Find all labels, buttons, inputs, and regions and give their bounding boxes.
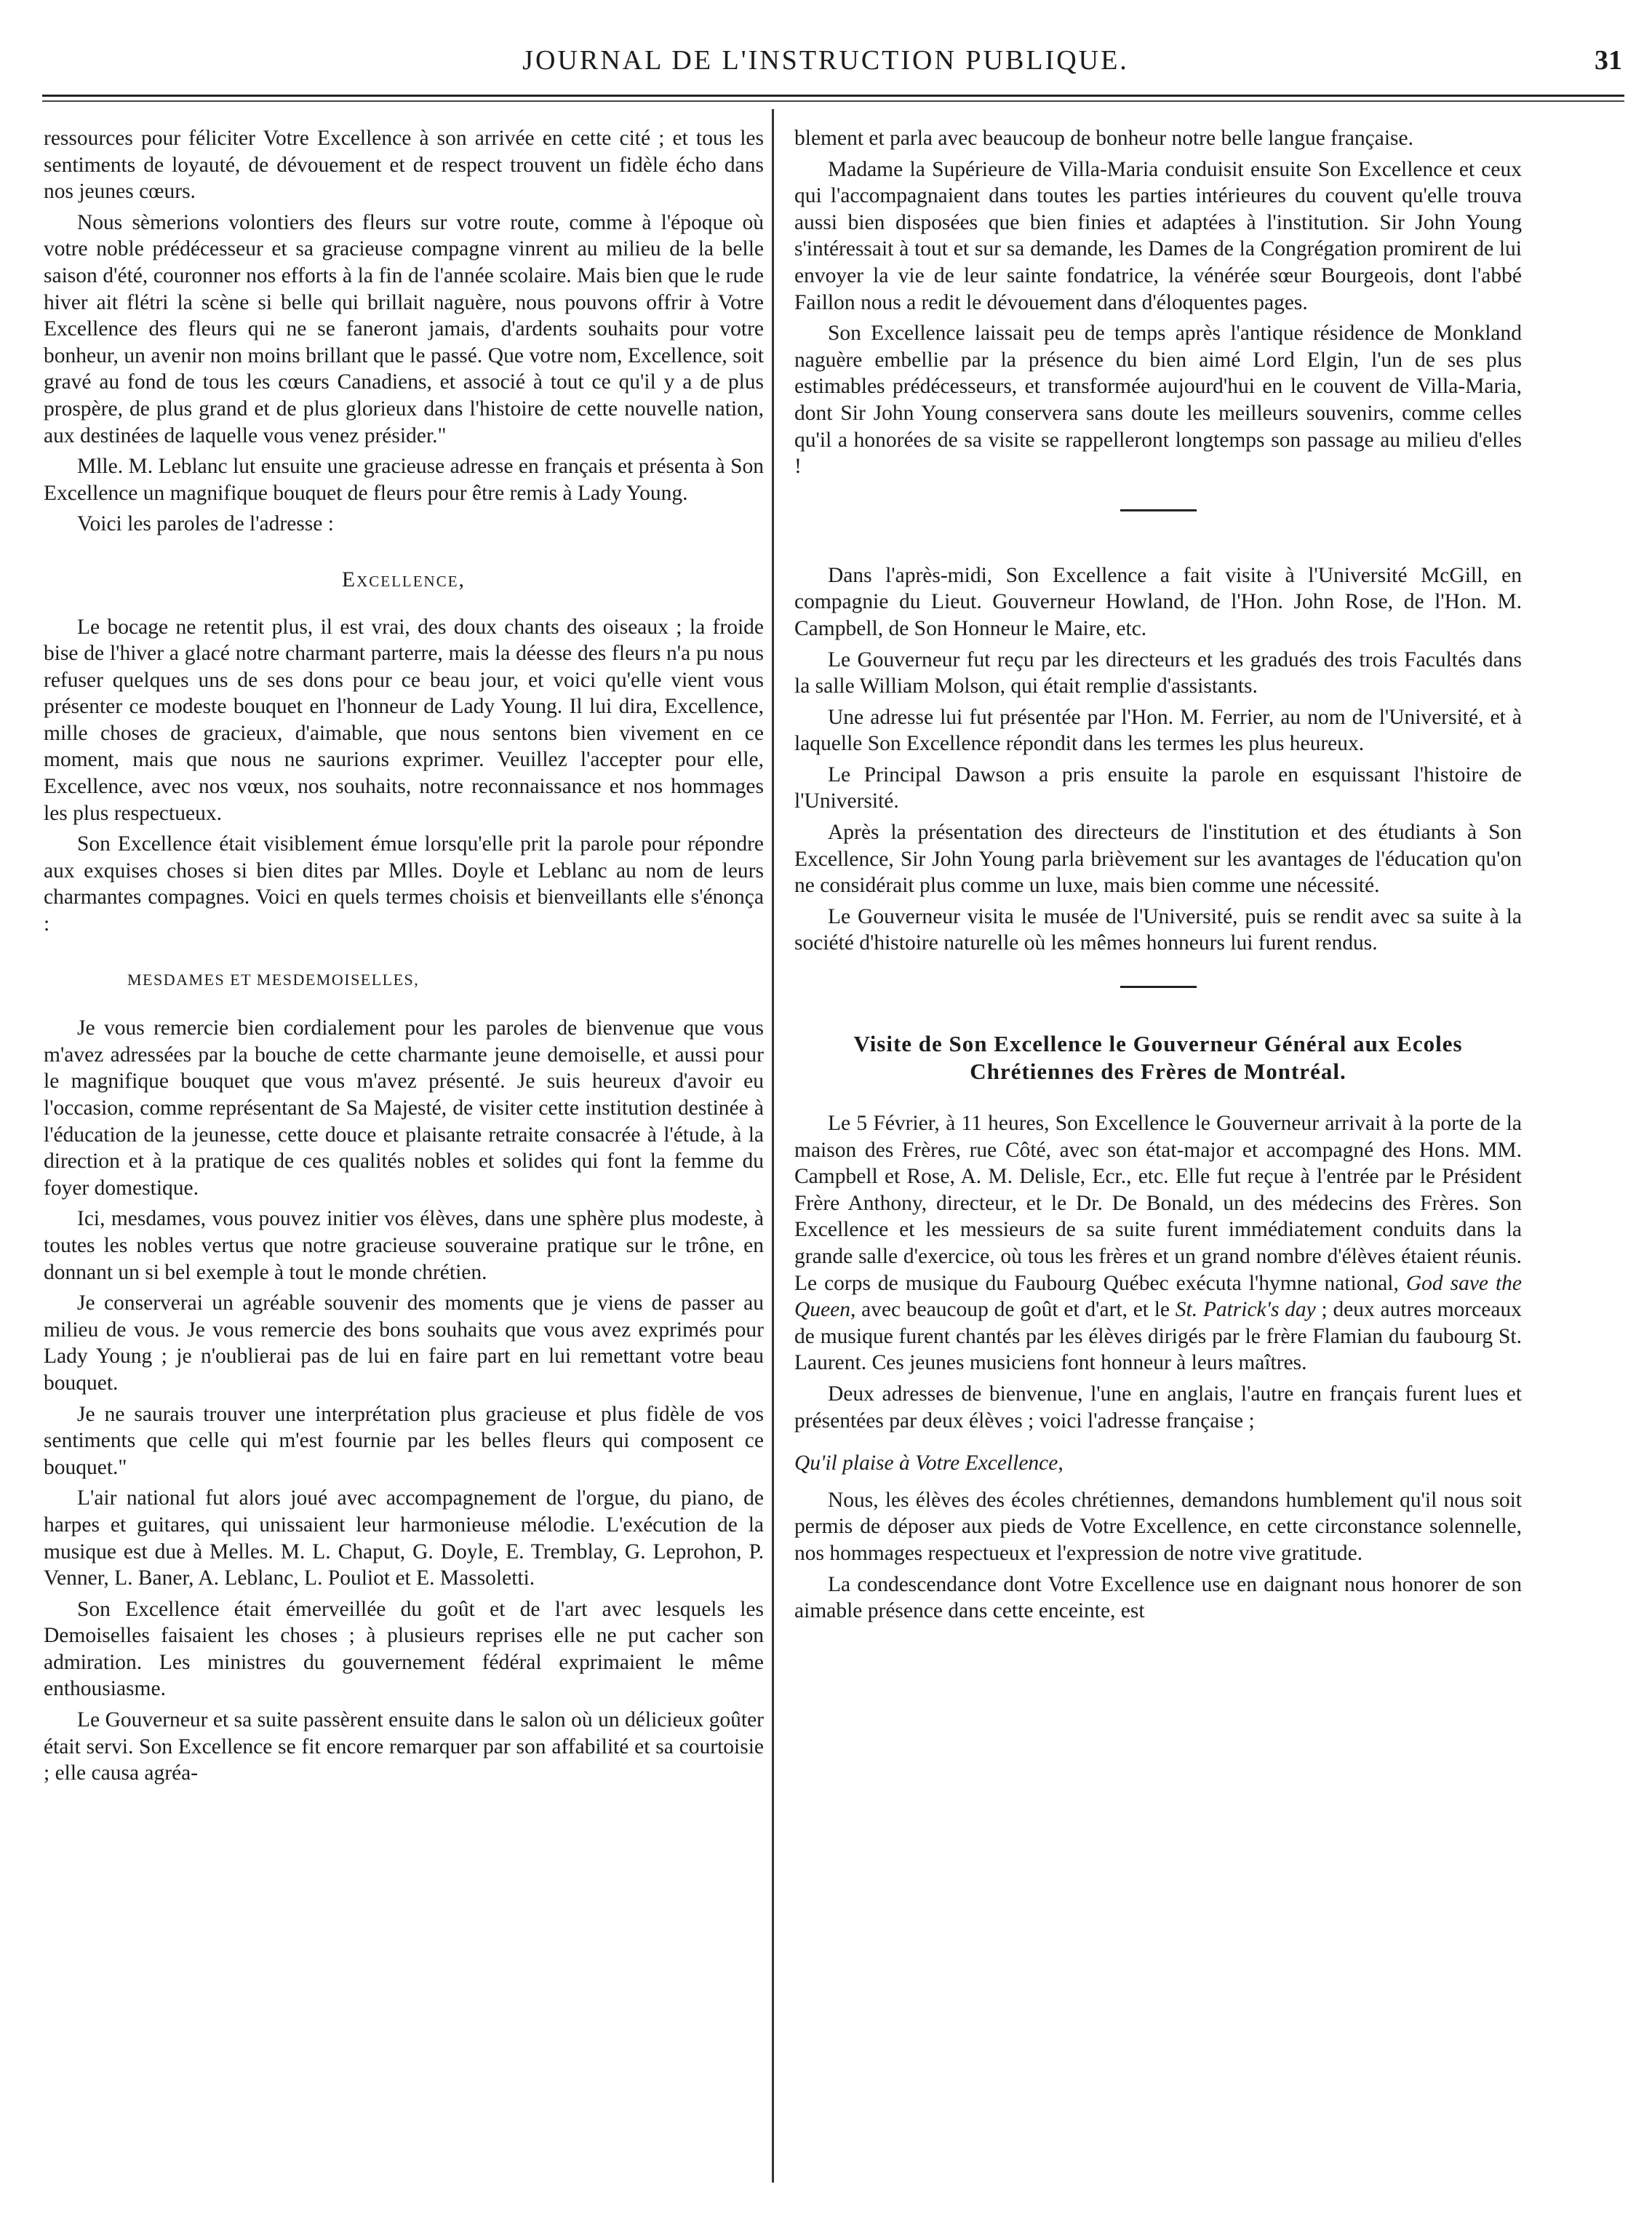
header-rule (42, 100, 1624, 102)
paragraph: Le Principal Dawson a pris ensuite la parole en esquissant l'histoire de l'Université. (794, 762, 1522, 813)
paragraph: Après la présentation des directeurs de l'institution et des étudiants à Son Excellence, Sir John Young parla brièvement sur les avantages de l'éducation qu'on ne considérait plus comme un luxe, mais bien comme une nécessité. (794, 821, 1522, 898)
paragraph: Je conserverai un agréable souvenir des moments que je viens de passer au milieu de vous. Je vous remercie des bons souhaits que vous avez exprimés pour Lady Young ; je n'oublierai pas de lui en faire part en lui remettant votre beau bouquet. (44, 1291, 764, 1395)
paragraph: Une adresse lui fut présentée par l'Hon. M. Ferrier, au nom de l'Université, et à laquelle Son Excellence répondit dans les termes les plus heureux. (794, 705, 1522, 756)
song-title: St. Patrick's day (1175, 1298, 1316, 1322)
paragraph: La condescendance dont Votre Excellence use en daignant nous honorer de son aimable présence dans cette enceinte, est (794, 1572, 1522, 1623)
address-salutation: Qu'il plaise à Votre Excellence, (794, 1451, 1064, 1475)
left-column (44, 125, 764, 1791)
paragraph: ressources pour féliciter Votre Excellence à son arrivée en cette cité ; et tous les sentiments de loyauté, de dévouement et de respect trouvent un fidèle écho dans nos jeunes cœurs. (44, 127, 764, 204)
page-number: 31 (1595, 45, 1622, 76)
paragraph: Son Excellence était visiblement émue lorsqu'elle prit la parole pour répondre aux exquises choses si bien dites par Mlles. Doyle et Leblanc au nom de leurs charmantes compagnes. Voici en quels termes choisis et bienveillants elle s'énonça : (44, 832, 764, 936)
paragraph: Je ne saurais trouver une interprétation plus gracieuse et plus fidèle de vos sentiments que celle qui m'est fournie par les belles fleurs qui composent ce bouquet." (44, 1402, 764, 1479)
paragraph: Le bocage ne retentit plus, il est vrai, des doux chants des oiseaux ; la froide bise de l'hiver a glacé notre charmant parterre, mais la déesse des fleurs n'a pu nous refuser quelques uns de ses dons pour ce beau jour, et voici qu'elle vient vous présenter ce modeste bouquet en l'honneur de Lady Young. Il lui dira, Excellence, mille choses de gracieux, d'aimable, que nous sentons bien vivement en ce moment, mais que nous ne saurions exprimer. Veuillez l'accepter pour elle, Excellence, avec nos vœux, nos souhaits, notre reconnaissance et nos hommages les plus respectueux. (44, 615, 764, 825)
paragraph: Nous sèmerions volontiers des fleurs sur votre route, comme à l'époque où votre noble prédécesseur et sa gracieuse compagne vinrent au milieu de la belle saison d'été, couronner nos efforts à la fin de l'année scolaire. Mais bien que le rude hiver ait flétri la scène si belle qui brillait naguère, nous pouvons offrir à Votre Excellence des fleurs qui ne se faneront jamais, d'ardents souhaits pour votre bonheur, un avenir non moins brillant que le passé. Que votre nom, Excellence, soit gravé au fond de tous les cœurs Canadiens, et associé à tout ce qu'il y a de plus prospère, de plus grand et de plus glorieux dans l'histoire de cette nouvelle nation, aux destinées de laquelle vous venez présider." (44, 210, 764, 447)
paragraph: Nous, les élèves des écoles chrétiennes, demandons humblement qu'il nous soit permis de déposer aux pieds de Votre Excellence, en cette circonstance solennelle, nos hommages respectueux et l'expression de notre vive gratitude. (794, 1488, 1522, 1565)
paragraph: Son Excellence laissait peu de temps après l'antique résidence de Monkland naguère embellie par la présence du bien aimé Lord Elgin, l'un de ses plus estimables prédécesseurs, et transformée aujourd'hui en le couvent de Villa-Maria, dont Sir John Young conservera sans doute les meilleurs souvenirs, comme celles qu'il a honorées de sa visite se rappelleront longtemps son passage au milieu d'elles ! (794, 322, 1522, 479)
text-run: , avec beaucoup de goût et d'art, et le (850, 1298, 1176, 1322)
right-column (794, 125, 1522, 1629)
address-salutation: MESDAMES ET MESDEMOISELLES, (127, 970, 420, 989)
paragraph: blement et parla avec beaucoup de bonheur notre belle langue française. (794, 127, 1413, 150)
article-title: Visite de Son Excellence le Gouverneur Général aux Ecoles Chrétiennes des Frères de Montréal. (853, 1031, 1463, 1085)
header-rule (42, 95, 1624, 97)
paragraph: L'air national fut alors joué avec accompagnement de l'orgue, du piano, de harpes et guitares, qui unissaient leur harmonieuse mélodie. L'exécution de la musique est due à Melles. M. L. Chaput, G. Doyle, E. Tremblay, G. Leprohon, P. Venner, L. Baner, A. Leblanc, L. Pouliot et E. Massoletti. (44, 1486, 764, 1590)
paragraph: Le Gouverneur fut reçu par les directeurs et les gradués des trois Facultés dans la salle William Molson, qui était remplie d'assistants. (794, 648, 1522, 698)
paragraph: Je vous remercie bien cordialement pour les paroles de bienvenue que vous m'avez adressées par la bouche de cette charmante jeune demoiselle, et aussi pour le magnifique bouquet que vous m'avez présenté. Je suis heureux d'avoir eu l'occasion, comme représentant de Sa Majesté, de visiter cette institution destinée à l'éducation de la jeunesse, cette douce et plaisante retraite consacrée à l'étude, à la direction et à la pratique de ces qualités nobles et solides qui font la femme du foyer domestique. (44, 1016, 764, 1200)
paragraph: Son Excellence était émerveillée du goût et de l'art avec lesquels les Demoiselles faisaient les choses ; à plusieurs reprises elle ne put cacher son admiration. Les ministres du gouvernement fédéral exprimaient le même enthousiasme. (44, 1597, 764, 1701)
running-head (29, 42, 1622, 79)
paragraph: Dans l'après-midi, Son Excellence a fait visite à l'Université McGill, en compagnie du Lieut. Gouverneur Howland, de l'Hon. John Rose, de l'Hon. M. Campbell, de Son Honneur le Maire, etc. (794, 563, 1522, 640)
section-rule (1120, 509, 1197, 511)
paragraph: Deux adresses de bienvenue, l'une en anglais, l'autre en français furent lues et présentées par deux élèves ; voici l'adresse française ; (794, 1382, 1522, 1433)
paragraph: Ici, mesdames, vous pouvez initier vos élèves, dans une sphère plus modeste, à toutes les nobles vertus que notre gracieuse souveraine pratique sur le trône, en donnant un si bel exemple à tout le monde chrétien. (44, 1207, 764, 1284)
paragraph: Voici les paroles de l'adresse : (77, 512, 334, 536)
text-run: Le 5 Février, à 11 heures, Son Excellence le Gouverneur arrivait à la porte de la maison des Frères, rue Côté, avec son état-major et accompagné des Hons. MM. Campbell et Rose, A. M. Delisle, Ecr., etc. Elle fut reçue à l'entrée par le Président Frère Anthony, directeur, et le Dr. De Bonald, un des médecins des Frères. Son Excellence et les messieurs de sa suite furent immédiatement conduits dans la grande salle d'exercice, où tous les frères et un grand nombre d'élèves étaient réunis. Le corps de musique du Faubourg Québec exécuta l'hymne national, (794, 1112, 1522, 1295)
text-run: ; deux autres morceaux de musique furent chantés par les élèves dirigés par le frère Flamian du faubourg St. Laurent. Ces jeunes musiciens font honneur à leurs maîtres. (794, 1298, 1522, 1375)
address-salutation: Excellence, (342, 567, 466, 591)
column-divider (772, 109, 774, 2183)
section-rule (1120, 986, 1197, 988)
paragraph: Le Gouverneur et sa suite passèrent ensuite dans le salon où un délicieux goûter était servi. Son Excellence se fit encore remarquer par son affabilité et sa courtoisie ; elle causa agréa- (44, 1708, 764, 1785)
paragraph: Mlle. M. Leblanc lut ensuite une gracieuse adresse en français et présenta à Son Excellence un magnifique bouquet de fleurs pour être remis à Lady Young. (44, 455, 764, 505)
journal-title: JOURNAL DE L'INSTRUCTION PUBLIQUE. (522, 45, 1129, 76)
song-title: God save the Queen (794, 1271, 1523, 1322)
paragraph (794, 1110, 1522, 1377)
paragraph: Madame la Supérieure de Villa-Maria conduisit ensuite Son Excellence et ceux qui l'accompagnaient dans toutes les parties intérieures du couvent qu'elle trouva aussi bien disposées que bien finies et adaptées à l'institution. Sir John Young s'intéressait à tout et sur sa demande, les Dames de la Congrégation promirent de lui envoyer la vie de leur sainte fondatrice, la vénérée sœur Bourgeois, dont l'abbé Faillon nous a redit le dévouement dans d'éloquentes pages. (794, 157, 1522, 314)
paragraph: Le Gouverneur visita le musée de l'Université, puis se rendit avec sa suite à la société d'histoire naturelle où les mêmes honneurs lui furent rendus. (794, 904, 1522, 955)
